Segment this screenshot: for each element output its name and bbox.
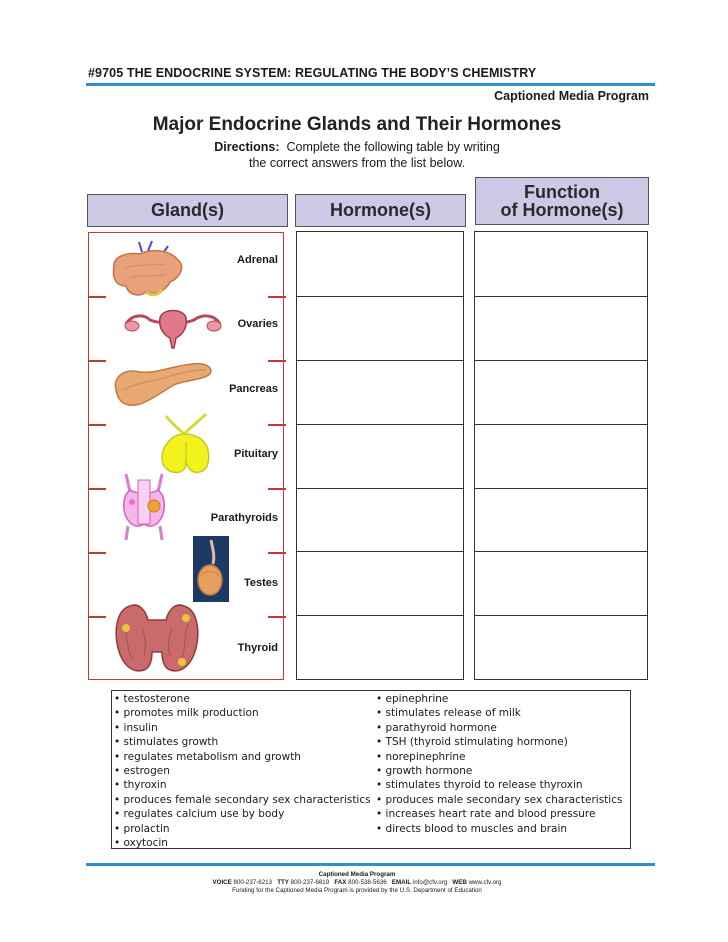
gland-divider-tick: [88, 296, 106, 298]
directions: [0, 139, 714, 171]
pituitary-icon: [158, 412, 212, 476]
header-rule: [86, 83, 655, 86]
word-bank-item: • estrogen: [114, 764, 371, 778]
function-answer-cell-adrenal[interactable]: [475, 232, 647, 297]
gland-divider-tick: [88, 616, 106, 618]
hormone-answer-column: [296, 231, 464, 680]
function-answer-cell-ovaries[interactable]: [475, 297, 647, 361]
word-bank-item: • produces male secondary sex characteristics: [376, 793, 622, 807]
hormone-answer-cell-thyroid[interactable]: [297, 616, 463, 679]
thyroid-icon: [112, 598, 202, 678]
hormone-answer-cell-parathyroids[interactable]: [297, 489, 463, 552]
footer-web-label: WEB: [452, 879, 467, 886]
column-header-function: [475, 177, 649, 225]
gland-label-thyroid: Thyroid: [237, 642, 278, 654]
word-bank-item: • stimulates thyroid to release thyroxin: [376, 778, 622, 792]
hormone-answer-cell-testes[interactable]: [297, 552, 463, 616]
gland-label-pituitary: Pituitary: [233, 448, 278, 460]
word-bank-item: • norepinephrine: [376, 750, 622, 764]
word-bank-item: • prolactin: [114, 822, 371, 836]
column-header-gland-text: Gland(s): [150, 200, 224, 220]
footer-voice-label: VOICE: [212, 879, 232, 886]
footer-rule: [86, 863, 655, 866]
footer-email-link[interactable]: info@cfv.org: [412, 879, 448, 886]
gland-divider-tick: [268, 488, 286, 490]
function-answer-cell-pancreas[interactable]: [475, 361, 647, 425]
footer-contact: [0, 879, 714, 887]
hormone-answer-cell-pituitary[interactable]: [297, 425, 463, 489]
parathyroid-icon: [118, 472, 170, 542]
word-bank-item: • directs blood to muscles and brain: [376, 822, 622, 836]
function-answer-column: [474, 231, 648, 680]
word-bank-item: • testosterone: [114, 692, 371, 706]
directions-label: Directions:: [214, 140, 280, 154]
gland-label-parathyroids: Parathyroids: [210, 512, 278, 524]
gland-divider-tick: [268, 616, 286, 618]
function-answer-cell-thyroid[interactable]: [475, 616, 647, 679]
word-bank-item: • produces female secondary sex characteristics: [114, 793, 371, 807]
footer-fax: 800-538-5636: [348, 879, 387, 886]
word-bank-item: • stimulates release of milk: [376, 706, 622, 720]
footer-tty: 800-237-6819: [290, 879, 330, 886]
word-bank-item: • parathyroid hormone: [376, 721, 622, 735]
column-header-function-line2: of Hormone(s): [500, 200, 624, 220]
word-bank-item: • epinephrine: [376, 692, 622, 706]
hormone-answer-cell-pancreas[interactable]: [297, 361, 463, 425]
footer: [0, 871, 714, 895]
column-header-gland: [87, 194, 288, 227]
gland-divider-tick: [88, 424, 106, 426]
word-bank-right-column: [376, 692, 622, 836]
gland-divider-tick: [268, 552, 286, 554]
adrenal-icon: [106, 238, 188, 300]
function-answer-cell-parathyroids[interactable]: [475, 489, 647, 552]
gland-label-adrenal: Adrenal: [237, 254, 278, 266]
function-answer-cell-pituitary[interactable]: [475, 425, 647, 489]
hormone-answer-cell-ovaries[interactable]: [297, 297, 463, 361]
gland-label-ovaries: Ovaries: [237, 318, 278, 330]
footer-tty-label: TTY: [277, 879, 289, 886]
word-bank-item: • thyroxin: [114, 778, 371, 792]
word-bank-item: • increases heart rate and blood pressure: [376, 807, 622, 821]
word-bank-item: • TSH (thyroid stimulating hormone): [376, 735, 622, 749]
word-bank-item: • regulates metabolism and growth: [114, 750, 371, 764]
page-title: Major Endocrine Glands and Their Hormones: [152, 114, 562, 135]
directions-line1: Complete the following table by writing: [286, 140, 500, 154]
function-answer-cell-testes[interactable]: [475, 552, 647, 616]
footer-email-label: EMAIL: [391, 879, 412, 886]
header-program: Captioned Media Program: [494, 89, 649, 103]
testes-icon: [193, 536, 229, 602]
gland-divider-tick: [88, 360, 106, 362]
word-bank: [111, 690, 631, 849]
gland-divider-tick: [88, 488, 106, 490]
gland-divider-tick: [88, 552, 106, 554]
hormone-answer-cell-adrenal[interactable]: [297, 232, 463, 297]
footer-web-link[interactable]: www.cfv.org: [468, 879, 502, 886]
footer-fax-label: FAX: [334, 879, 347, 886]
column-header-hormone: [295, 194, 466, 227]
word-bank-item: • insulin: [114, 721, 371, 735]
footer-program: Captioned Media Program: [318, 871, 396, 878]
footer-funding: Funding for the Captioned Media Program is provided by the U.S. Department of Education: [232, 887, 482, 894]
word-bank-item: • promotes milk production: [114, 706, 371, 720]
column-header-function-line1: Function: [524, 182, 600, 202]
worksheet-header-title: #9705 THE ENDOCRINE SYSTEM: REGULATING THE BODY’S CHEMISTRY: [88, 66, 537, 80]
gland-divider-tick: [268, 424, 286, 426]
gland-label-pancreas: Pancreas: [229, 383, 278, 395]
pancreas-icon: [110, 360, 216, 410]
gland-divider-tick: [268, 296, 286, 298]
column-header-hormone-text: Hormone(s): [329, 200, 431, 220]
ovaries-icon: [122, 304, 224, 350]
word-bank-item: • regulates calcium use by body: [114, 807, 371, 821]
gland-divider-tick: [268, 360, 286, 362]
footer-voice: 800-237-6213: [233, 879, 273, 886]
word-bank-item: • oxytocin: [114, 836, 371, 850]
directions-line2: the correct answers from the list below.: [248, 156, 466, 170]
word-bank-item: • stimulates growth: [114, 735, 371, 749]
word-bank-item: • growth hormone: [376, 764, 622, 778]
word-bank-left-column: [114, 692, 371, 850]
gland-label-testes: Testes: [243, 577, 278, 589]
